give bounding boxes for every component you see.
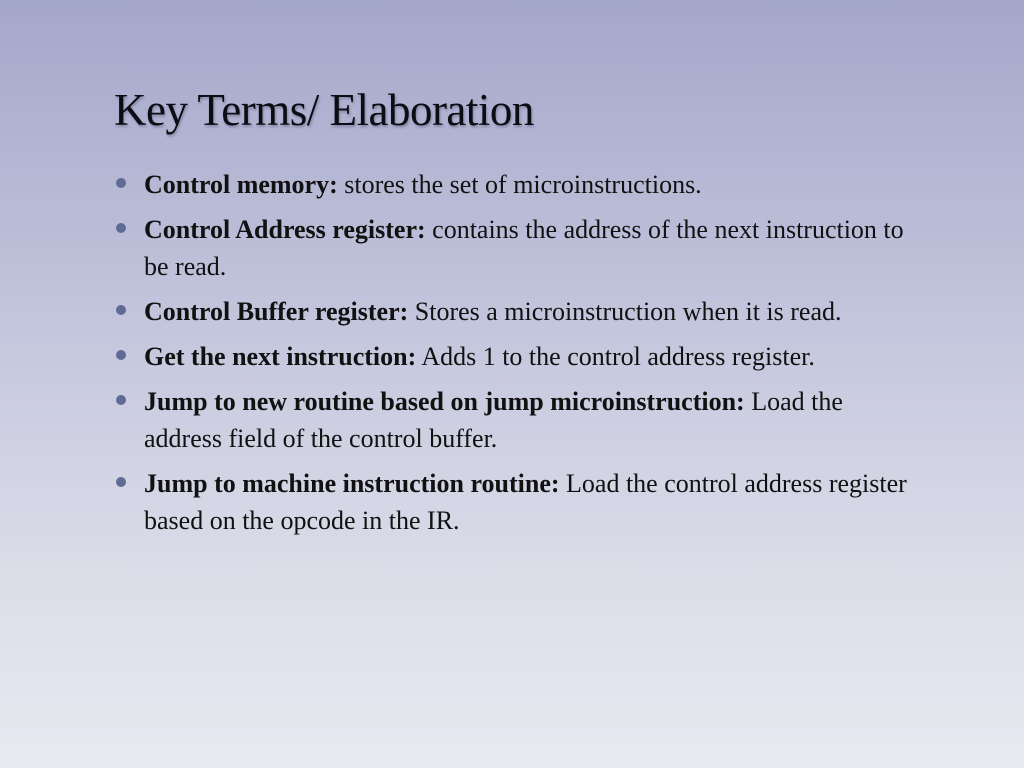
bullet-term: Control Address register:: [144, 215, 426, 244]
bullet-dot-icon: [116, 178, 126, 188]
bullet-list: [114, 166, 914, 547]
bullet-text: Load the address field of the control buffer.: [144, 387, 843, 453]
bullet-dot-icon: [116, 305, 126, 315]
bullet-term: Get the next instruction:: [144, 342, 417, 371]
bullet-text: stores the set of microinstructions.: [337, 170, 702, 199]
bullet-term: Jump to new routine based on jump microinstruction:: [144, 387, 745, 416]
bullet-text: Adds 1 to the control address register.: [416, 342, 815, 371]
bullet-text: contains the address of the next instruction to be read.: [144, 215, 904, 281]
bullet-control-buffer-register: [114, 293, 914, 330]
bullet-term: Jump to machine instruction routine:: [144, 469, 560, 498]
bullet-control-address-register: [114, 211, 914, 285]
bullet-term: Control memory:: [144, 170, 338, 199]
bullet-text: Stores a microinstruction when it is read.: [408, 297, 842, 326]
bullet-dot-icon: [116, 395, 126, 405]
bullet-get-next-instruction: [114, 338, 914, 375]
bullet-dot-icon: [116, 223, 126, 233]
bullet-text: Load the control address register based on the opcode in the IR.: [144, 469, 907, 535]
bullet-control-memory: [114, 166, 914, 203]
bullet-jump-machine-instruction-routine: [114, 465, 914, 539]
bullet-dot-icon: [116, 350, 126, 360]
bullet-dot-icon: [116, 477, 126, 487]
slide-title: Key Terms/ Elaboration: [114, 85, 534, 135]
bullet-jump-new-routine: [114, 383, 914, 457]
bullet-term: Control Buffer register:: [144, 297, 409, 326]
